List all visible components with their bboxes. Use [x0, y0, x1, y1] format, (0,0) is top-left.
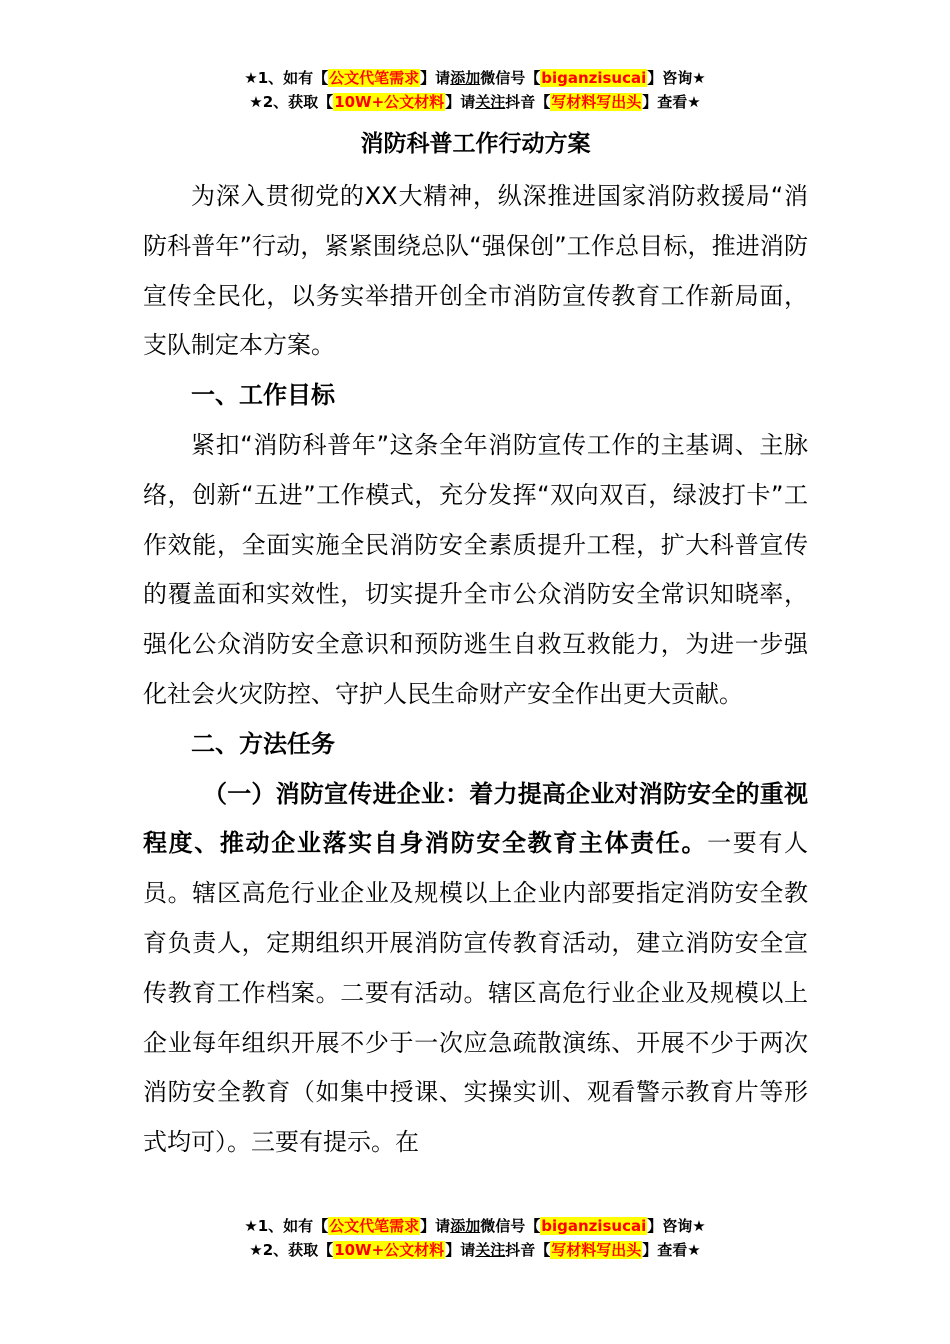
- banner-text: 】请: [445, 1241, 476, 1259]
- highlight-text: 公文代笔需求: [329, 69, 420, 87]
- goals-paragraph: 紧扣“消防科普年”这条全年消防宣传工作的主基调、主脉络，创新“五进”工作模式，充分发挥“双向双百，绿波打卡”工作效能，全面实施全民消防安全素质提升工程，扩大科普宣传的覆盖面和实效性，切实提升全市公众消防安全常识知晓率，强化公众消防安全意识和预防逃生自救互救能力，为进一步强化社会火灾防控、守护人民生命财产安全作出更大贡献。: [143, 430, 808, 708]
- highlight-text: 10W+公文材料: [334, 1241, 445, 1259]
- wechat-id-highlight: biganzisucai: [541, 1217, 647, 1235]
- banner-text: ★2、获取【: [249, 1241, 334, 1259]
- wechat-id-highlight: biganzisucai: [541, 69, 647, 87]
- highlight-text: 10W+公文材料: [334, 93, 445, 111]
- banner-line-1: [0, 66, 950, 90]
- banner-text: 】请: [420, 69, 451, 87]
- banner-line-2: [0, 90, 950, 114]
- underlined-text: 添加: [450, 1217, 481, 1235]
- banner-line-1: [0, 1214, 950, 1238]
- underlined-text: 添加: [450, 69, 481, 87]
- section-heading-goals: 一、工作目标: [191, 381, 335, 410]
- banner-text: 】咨询★: [647, 1217, 706, 1235]
- banner-text: 微信号【: [480, 1217, 541, 1235]
- banner-text: 抖音【: [505, 93, 551, 111]
- underlined-text: 关注: [475, 93, 506, 111]
- douyin-id-highlight: 写材料写出头: [551, 1241, 642, 1259]
- header-banner: [0, 66, 950, 114]
- banner-text: 】请: [445, 93, 476, 111]
- footer-banner: [0, 1214, 950, 1262]
- intro-paragraph: 为深入贯彻党的XX大精神，纵深推进国家消防救援局“消防科普年”行动，紧紧围绕总队“强保创”工作总目标，推进消防宣传全民化，以务实举措开创全市消防宣传教育工作新局面，支队制定本方案。: [143, 182, 808, 360]
- enterprise-body: 一要有人员。辖区高危行业企业及规模以上企业内部要指定消防安全教育负责人，定期组织开展消防宣传教育活动，建立消防安全宣传教育工作档案。二要有活动。辖区高危行业企业及规模以上企业每年组织开展不少于一次应急疏散演练、开展不少于两次消防安全教育（如集中授课、实操实训、观看警示教育片等形式均可）。三要有提示。在: [143, 829, 809, 1157]
- banner-text: ★2、获取【: [249, 93, 334, 111]
- banner-text: 】查看★: [642, 1241, 701, 1259]
- banner-text: 】查看★: [642, 93, 701, 111]
- underlined-text: 关注: [475, 1241, 506, 1259]
- banner-text: 抖音【: [505, 1241, 551, 1259]
- enterprise-subheading: （一）消防宣传进企业：着力提高企业对消防安全的重视程度、推动企业落实自身消防安全教育主体责任。: [143, 779, 808, 858]
- banner-text: 】请: [420, 1217, 451, 1235]
- enterprise-paragraph: [143, 770, 808, 1168]
- banner-text: 微信号【: [480, 69, 541, 87]
- document-body: [143, 126, 808, 1168]
- banner-text: ★1、如有【: [244, 69, 329, 87]
- highlight-text: 公文代笔需求: [329, 1217, 420, 1235]
- douyin-id-highlight: 写材料写出头: [551, 93, 642, 111]
- banner-text: ★1、如有【: [244, 1217, 329, 1235]
- banner-line-2: [0, 1238, 950, 1262]
- section-heading-methods: 二、方法任务: [191, 729, 335, 758]
- banner-text: 】咨询★: [647, 69, 706, 87]
- document-title: 消防科普工作行动方案: [360, 131, 591, 157]
